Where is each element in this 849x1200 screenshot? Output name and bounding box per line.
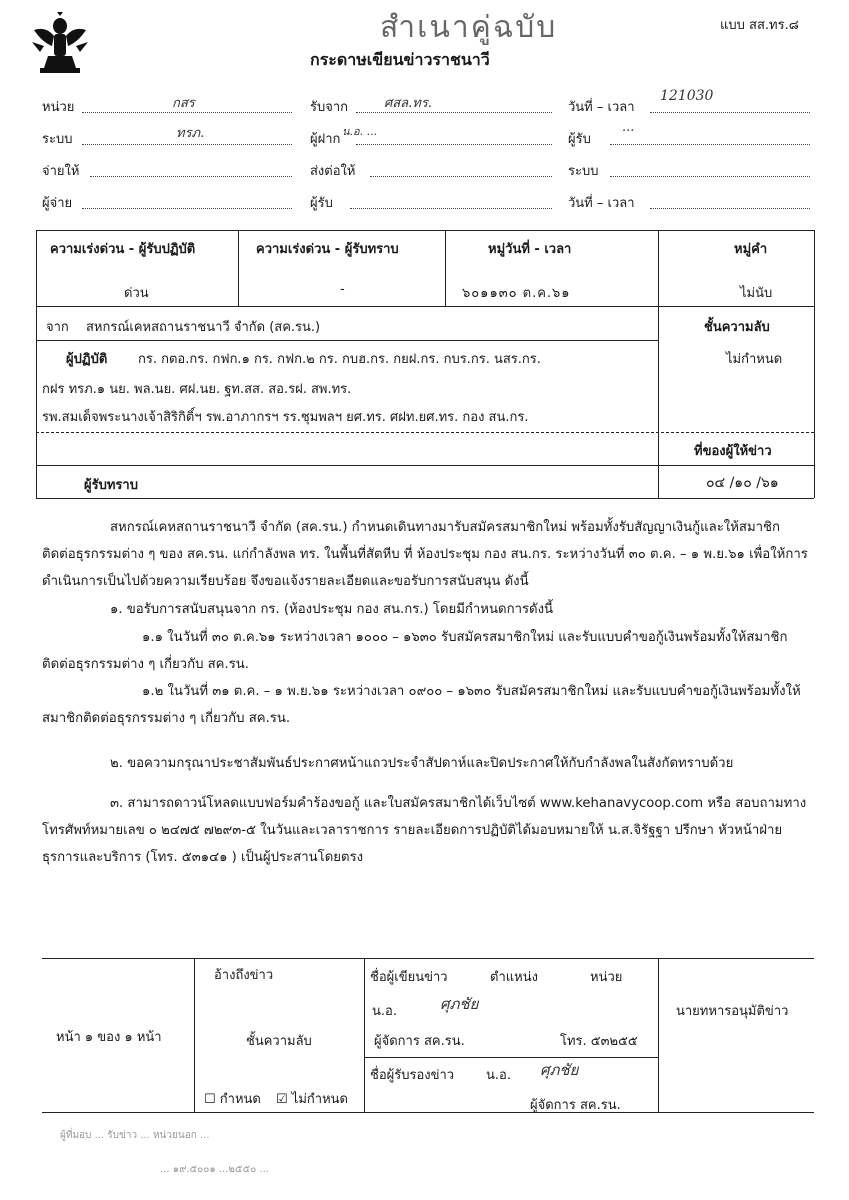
writer-phone: โทร. ๕๓๒๕๕ — [560, 1034, 638, 1049]
receiver-label: ผู้รับ — [568, 132, 591, 147]
classification-value: ไม่กำหนด — [726, 352, 783, 367]
certifier-label: ชื่อผู้รับรองข่าว — [370, 1068, 455, 1083]
classification-label: ชั้นความลับ — [704, 320, 770, 335]
receiver2-label: ผู้รับ — [310, 196, 333, 211]
urgency-action-label: ความเร่งด่วน - ผู้รับปฏิบัติ — [50, 242, 196, 257]
ref-no-value: ๐๔ /๑๐ /๖๑ — [706, 475, 779, 491]
writer-label: ชื่อผู้เขียนข่าว — [370, 970, 448, 985]
bottom-stamp-line-2: ... ๑๙.๕๐๐๑ ...๒๕๕๐ ... — [160, 1164, 269, 1175]
action-label: ผู้ปฏิบัติ — [66, 352, 108, 367]
from-label: จาก — [46, 320, 69, 335]
garuda-emblem — [30, 12, 90, 74]
checkbox-defined: ☐ กำหนด — [204, 1092, 261, 1107]
received-from-label: รับจาก — [310, 100, 349, 115]
form-title: กระดาษเขียนข่าวราชนาวี — [310, 50, 490, 69]
certifier-rank: น.อ. — [486, 1068, 511, 1083]
stamp-title: สำเนาคู่ฉบับ — [380, 10, 558, 45]
system-value: ทรภ. — [176, 126, 205, 141]
approver-label: นายทหารอนุมัติข่าว — [676, 1004, 789, 1019]
writer-rank: น.อ. — [372, 1004, 397, 1019]
body-paragraph-5: ๒. ขอความกรุณาประชาสัมพันธ์ประกาศหน้าแถวประจำสัปดาห์และปิดประกาศให้กับกำลังพลในสังกัดทราบด้วย — [110, 756, 734, 771]
system2-label: ระบบ — [568, 164, 599, 179]
date-time-value: 121030 — [660, 88, 714, 104]
writer-signature: ศุภชัย — [440, 995, 479, 1013]
ref-no-label: ที่ของผู้ให้ข่าว — [694, 444, 772, 459]
system-label: ระบบ — [42, 132, 73, 147]
page-label: หน้า ๑ ของ ๑ หน้า — [56, 1030, 162, 1045]
depositor-label: ผู้ฝาก — [310, 132, 341, 147]
receiver-value: ... — [622, 120, 635, 135]
urgency-action-value: ด่วน — [124, 286, 149, 301]
urgency-info-value: - — [340, 282, 345, 297]
position-label: ตำแหน่ง — [490, 970, 538, 985]
unit-label: หน่วย — [42, 100, 75, 115]
action-line3: รพ.สมเด็จพระนางเจ้าสิริกิติ์ฯ รพ.อาภากรฯ รร.ชุมพลฯ ยศ.ทร. ศฝท.ยศ.ทร. กอง สน.กร. — [42, 410, 529, 425]
body-paragraph-3: ๑.๑ ในวันที่ ๓๐ ต.ค.๖๑ ระหว่างเวลา ๑๐๐๐ – ๑๖๓๐ รับสมัครสมาชิกใหม่ และรับแบบคำขอกู้เงินพร้อมทั้งให้สมาชิกติดต่อธุรกรรมต่าง ๆ เกี่ยวกับ สค.รน. — [42, 630, 788, 672]
action-line1: กร. กตอ.กร. กฟก.๑ กร. กฟก.๒ กร. กบฮ.กร. กยฝ.กร. กบร.กร. นสร.กร. — [138, 352, 541, 367]
info-label: ผู้รับทราบ — [84, 478, 138, 493]
from-value: สหกรณ์เคหสถานราชนาวี จำกัด (สค.รน.) — [86, 320, 321, 335]
body-paragraph-4: ๑.๒ ในวันที่ ๓๑ ต.ค. – ๑ พ.ย.๖๑ ระหว่างเวลา ๐๙๐๐ – ๑๖๓๐ รับสมัครสมาชิกใหม่ และรับแบบคำขอกู้เงินพร้อมทั้งให้สมาชิกติดต่อธุรกรรมต่าง ๆ เกี่ยวกับ สค.รน. — [42, 684, 801, 726]
form-code: แบบ สส.ทร.๘ — [720, 18, 799, 33]
writer-title: ผู้จัดการ สค.รน. — [374, 1034, 465, 1049]
group-value: ไม่นับ — [740, 286, 773, 301]
forward-to-label: ส่งต่อให้ — [310, 164, 356, 179]
date-time2-label: วันที่ – เวลา — [568, 196, 635, 211]
dtg-value: ๖๐๑๑๓๐ ต.ค.๖๑ — [462, 286, 571, 301]
payer-label: ผู้จ่าย — [42, 196, 73, 211]
depositor-value: น.อ. ... — [342, 125, 378, 138]
unit-value: กสร — [172, 96, 195, 111]
reference-label: อ้างถึงข่าว — [214, 968, 274, 983]
body-paragraph-6: ๓. สามารถดาวน์โหลดแบบฟอร์มคำร้องขอกู้ และใบสมัครสมาชิกได้เว็บไซต์ www.kehanavycoop.com หรือ สอบถามทางโทรศัพท์หมายเลข ๐ ๒๔๗๕ ๗๒๙๓-๕ ในวันและเวลาราชการ รายละเอียดการปฏิบัติได้มอบหมายให้ น.ส.จิรัฐฐา ปรีกษา หัวหน้าฝ่ายธุรการและบริการ (โทร. ๕๓๑๔๑ ) เป็นผู้ประสานโดยตรง — [42, 796, 807, 865]
certifier-title: ผู้จัดการ สค.รน. — [530, 1098, 621, 1113]
body-paragraph-2: ๑. ขอรับการสนับสนุนจาก กร. (ห้องประชุม กอง สน.กร.) โดยมีกำหนดการดังนี้ — [110, 602, 554, 617]
pay-to-label: จ่ายให้ — [42, 164, 80, 179]
checkbox-undefined: ☑ ไม่กำหนด — [276, 1092, 348, 1107]
footer-classification-label: ชั้นความลับ — [246, 1034, 312, 1049]
certifier-signature: ศุภชัย — [540, 1061, 579, 1079]
action-line2: กฝร ทรภ.๑ นย. พล.นย. ศฝ.นย. ฐท.สส. สอ.รฝ. สพ.ทร. — [42, 382, 352, 397]
bottom-stamp-line-1: ผู้ที่มอบ ... รับข่าว ... หน่วยนอก ... — [60, 1130, 210, 1141]
writer-unit-label: หน่วย — [590, 970, 623, 985]
body-paragraph-1: สหกรณ์เคหสถานราชนาวี จำกัด (สค.รน.) กำหนดเดินทางมารับสมัครสมาชิกใหม่ พร้อมทั้งรับสัญญาเงินกู้และให้สมาชิกติดต่อธุรกรรมต่าง ๆ ของ สค.รน. แก่กำลังพล ทร. ในพื้นที่สัตหีบ ที่ ห้องประชุม กอง สน.กร. ระหว่างวันที่ ๓๐ ต.ค. – ๑ พ.ย.๖๑ เพื่อให้การดำเนินการเป็นไปด้วยความเรียบร้อย จึงขอแจ้งรายละเอียดและขอรับการสนับสนุน ดังนี้ — [42, 520, 808, 589]
received-from-value: ศสล.ทร. — [384, 96, 432, 111]
group-label: หมู่คำ — [734, 242, 768, 257]
date-time-label: วันที่ – เวลา — [568, 100, 635, 115]
dtg-label: หมู่วันที่ - เวลา — [488, 242, 572, 257]
urgency-info-label: ความเร่งด่วน - ผู้รับทราบ — [256, 242, 399, 257]
